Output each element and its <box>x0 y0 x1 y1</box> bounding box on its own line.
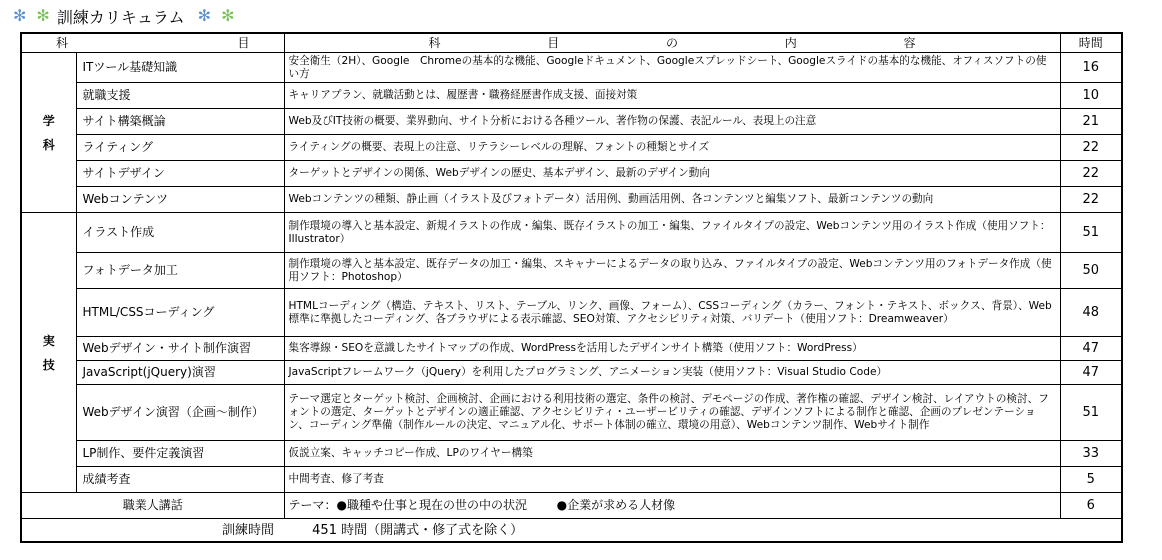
total-cell <box>21 519 1122 543</box>
table-row <box>21 361 1122 385</box>
hours-cell: 33 <box>1060 441 1122 467</box>
table-row <box>21 135 1122 161</box>
content-cell: 仮説立案、キャッチコピー作成、LPのワイヤー構築 <box>284 441 1060 467</box>
hours-cell: 51 <box>1060 213 1122 253</box>
hours-cell: 10 <box>1060 83 1122 109</box>
subject-cell: HTML/CSSコーディング <box>76 289 284 337</box>
curriculum-table <box>20 32 1123 543</box>
page-title: 訓練カリキュラム <box>56 7 185 27</box>
header-char: 目 <box>237 35 250 50</box>
subject-cell: サイトデザイン <box>76 161 284 187</box>
table-row <box>21 385 1122 441</box>
content-cell: 中間考査、修了考査 <box>284 467 1060 493</box>
table-row <box>21 467 1122 493</box>
lecture-subject: 職業人講話 <box>21 493 284 519</box>
subject-cell: 成績考査 <box>76 467 284 493</box>
snowflake-icon: ✻ <box>36 6 50 25</box>
lecture-item: ●職種や仕事と現在の世の中の状況 <box>336 498 527 512</box>
snowflake-icon: ✻ <box>197 6 212 25</box>
content-cell: HTMLコーディング（構造、テキスト、リスト、テーブル、リンク、画像、フォーム）、CSSコーディング（カラー、フォント・テキスト、ボックス、背景）、Web標準に準拠したコーディング、各ブラウザによる表示確認、SEO対策、アクセシビリティ対策、バリデート（使用ソフト：Dreamweaver） <box>284 289 1060 337</box>
subject-cell: ライティング <box>76 135 284 161</box>
hours-cell: 51 <box>1060 385 1122 441</box>
content-cell: 制作環境の導入と基本設定、新規イラストの作成・編集、既存イラストの加工・編集、ファイルタイプの設定、Webコンテンツ用のイラスト作成（使用ソフト：Illustrator） <box>284 213 1060 253</box>
subject-cell: Webデザイン演習（企画～制作） <box>76 385 284 441</box>
subject-cell: サイト構築概論 <box>76 109 284 135</box>
header-subject <box>21 33 284 53</box>
header-char: 科 <box>56 35 69 50</box>
content-cell: キャリアプラン、就職活動とは、履歴書・職務経歴書作成支援、面接対策 <box>284 83 1060 109</box>
table-row <box>21 161 1122 187</box>
hours-cell: 48 <box>1060 289 1122 337</box>
total-row <box>21 519 1122 543</box>
header-hours: 時間 <box>1060 33 1122 53</box>
subject-cell: LP制作、要件定義演習 <box>76 441 284 467</box>
table-row <box>21 441 1122 467</box>
lecture-row <box>21 493 1122 519</box>
content-cell: 集客導線・SEOを意識したサイトマップの作成、WordPressを活用したデザインサイト構築（使用ソフト：WordPress） <box>284 337 1060 361</box>
hours-cell: 22 <box>1060 187 1122 213</box>
table-row <box>21 337 1122 361</box>
lecture-theme-label: テーマ： <box>288 498 337 512</box>
content-cell: 安全衛生（2H）、Google Chromeの基本的な機能、Googleドキュメント、Googleスプレッドシート、Googleスライドの基本的な機能、オフィスソフトの使い方 <box>284 53 1060 83</box>
content-cell: ターゲットとデザインの関係、Webデザインの歴史、基本デザイン、最新のデザイン動向 <box>284 161 1060 187</box>
subject-cell: フォトデータ加工 <box>76 253 284 289</box>
table-row <box>21 83 1122 109</box>
content-cell: Web及びIT技術の概要、業界動向、サイト分析における各種ツール、著作物の保護、表記ルール、表現上の注意 <box>284 109 1060 135</box>
hours-cell: 47 <box>1060 337 1122 361</box>
subject-cell: イラスト作成 <box>76 213 284 253</box>
title-row <box>8 2 239 30</box>
hours-cell: 16 <box>1060 53 1122 83</box>
table-row <box>21 187 1122 213</box>
subject-cell: 就職支援 <box>76 83 284 109</box>
hours-cell: 5 <box>1060 467 1122 493</box>
lecture-content <box>284 493 1060 519</box>
subject-cell: JavaScript(jQuery)演習 <box>76 361 284 385</box>
total-note: （開講式・修了式を除く） <box>367 522 524 538</box>
total-label: 訓練時間 <box>222 522 275 538</box>
table-row <box>21 289 1122 337</box>
content-cell: ライティングの概要、表現上の注意、リテラシーレベルの理解、フォントの種類とサイズ <box>284 135 1060 161</box>
table-row <box>21 109 1122 135</box>
hours-cell: 22 <box>1060 135 1122 161</box>
hours-cell: 21 <box>1060 109 1122 135</box>
header-char: 目 <box>547 35 560 50</box>
content-cell: JavaScriptフレームワーク（jQuery）を利用したプログラミング、アニメーション実装（使用ソフト：Visual Studio Code） <box>284 361 1060 385</box>
hours-cell: 6 <box>1060 493 1122 519</box>
header-char: 容 <box>903 35 916 50</box>
header-char: 科 <box>428 35 441 50</box>
table-row <box>21 253 1122 289</box>
category-jitsugi: 実 技 <box>21 213 76 493</box>
header-content <box>284 33 1060 53</box>
table-row <box>21 213 1122 253</box>
header-char: の <box>665 35 678 50</box>
hours-cell: 50 <box>1060 253 1122 289</box>
hours-cell: 22 <box>1060 161 1122 187</box>
content-cell: テーマ選定とターゲット検討、企画検討、企画における利用技術の選定、条件の検討、デモページの作成、著作権の確認、デザイン検討、レイアウトの検討、フォントの選定、ターゲットとデザインの適正確認、アクセシビリティ・ユーザービリティの確認、デザインソフトによる制作と確認、企画のプレゼンテーション、コーディング準備（制作ルールの決定、マニュアル化、サポート体制の確立、環境の用意）、Webコンテンツ制作、Webサイト制作 <box>284 385 1060 441</box>
subject-cell: Webデザイン・サイト制作演習 <box>76 337 284 361</box>
total-value: 451 時間 <box>312 522 368 538</box>
subject-cell: ITツール基礎知識 <box>76 53 284 83</box>
header-row <box>21 33 1122 53</box>
table-row <box>21 53 1122 83</box>
snowflake-icon: ✻ <box>221 6 235 25</box>
snowflake-icon: ✻ <box>13 6 27 25</box>
header-char: 内 <box>784 35 797 50</box>
lecture-item: ●企業が求める人材像 <box>556 498 676 512</box>
category-gakka: 学 科 <box>21 53 76 213</box>
content-cell: Webコンテンツの種類、静止画（イラスト及びフォトデータ）活用例、動画活用例、各コンテンツと編集ソフト、最新コンテンツの動向 <box>284 187 1060 213</box>
subject-cell: Webコンテンツ <box>76 187 284 213</box>
hours-cell: 47 <box>1060 361 1122 385</box>
content-cell: 制作環境の導入と基本設定、既存データの加工・編集、スキャナーによるデータの取り込み、ファイルタイプの設定、Webコンテンツ用のフォトデータ作成（使用ソフト：Photoshop） <box>284 253 1060 289</box>
